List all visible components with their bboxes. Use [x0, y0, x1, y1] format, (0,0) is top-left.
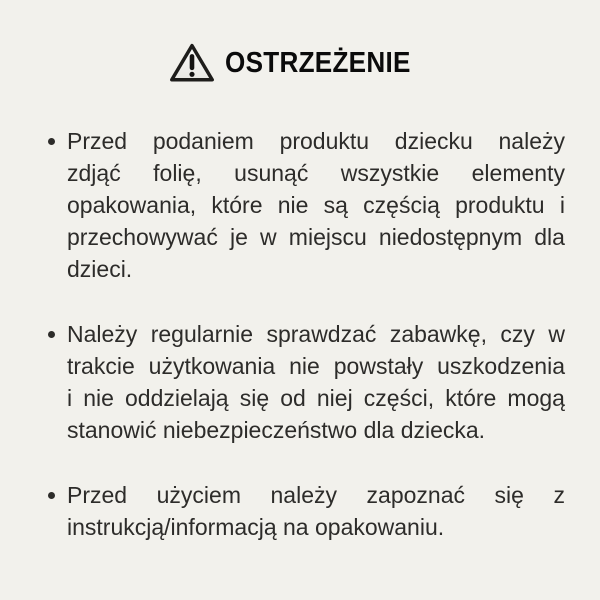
- bullet-dot: [48, 479, 67, 543]
- list-item-text: Przed podaniem produktu dziecku należy zdjąć folię, usunąć wszystkie elementy opakowania, które nie są częścią produktu i przechowywać je w miejscu niedostępnym dla dzieci.: [67, 128, 565, 282]
- warning-triangle-icon: [169, 42, 215, 84]
- bullet-dot: [48, 318, 67, 446]
- list-item-text: Należy regularnie sprawdzać zabawkę, czy w trakcie użytkowania nie powstały uszkodzenia i nie oddzielają się od niej części, które mogą stanowić niebezpieczeństwo dla dziecka.: [67, 321, 565, 443]
- warning-list: [48, 125, 565, 543]
- list-item-text: Przed użyciem należy zapoznać się z instrukcją/informacją na opakowaniu.: [67, 482, 565, 540]
- bullet-dot: [48, 125, 67, 285]
- warning-title: OSTRZEŻENIE: [224, 46, 411, 79]
- list-item: [48, 318, 565, 446]
- list-item: [48, 479, 565, 543]
- warning-header: [0, 0, 600, 86]
- list-item: [48, 125, 565, 285]
